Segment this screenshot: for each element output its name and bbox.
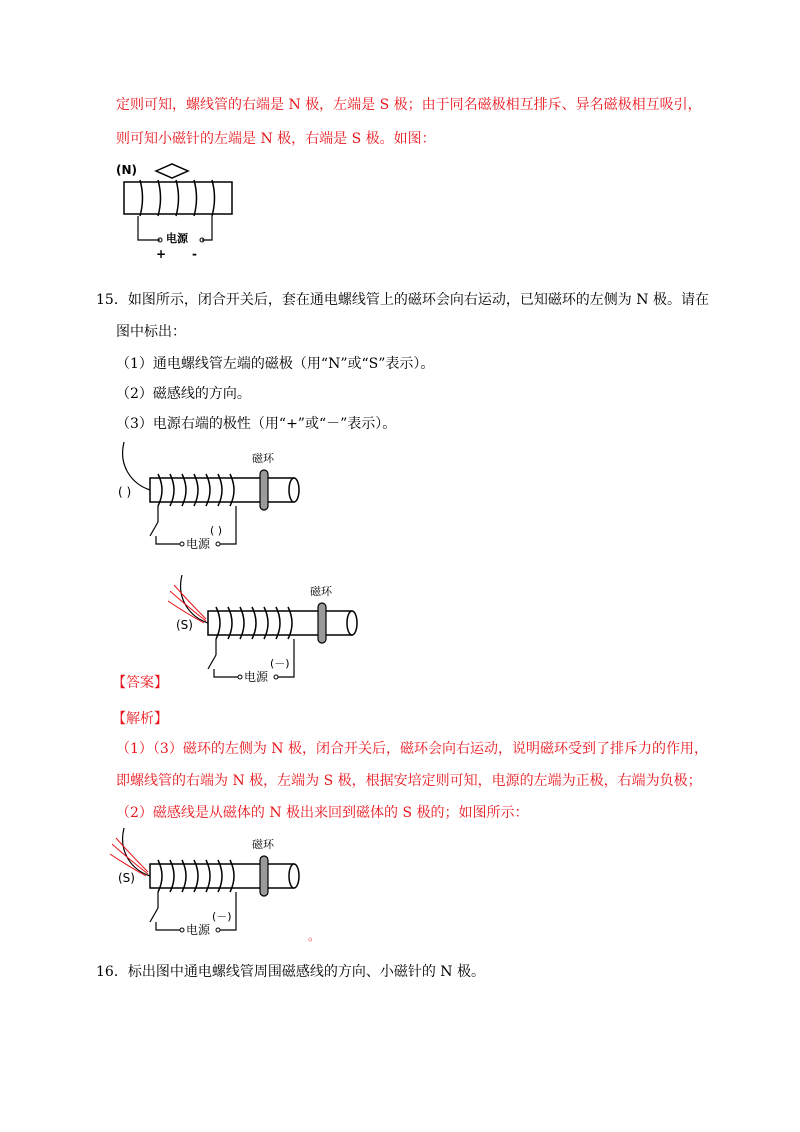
solenoid-coils <box>140 180 215 216</box>
power-source-label: 电源 <box>186 537 211 551</box>
pole-label: (S) <box>176 618 193 632</box>
switch-blade <box>208 655 216 669</box>
question-16-stem: 16．标出图中通电螺线管周围磁感线的方向、小磁针的 N 极。 <box>96 964 485 980</box>
question-15-stem-line-2: 图中标出： <box>116 324 186 340</box>
analysis-label: 【解析】 <box>112 711 168 727</box>
terminal-right <box>216 542 220 546</box>
terminal-left <box>238 675 242 679</box>
power-source-label: 电源 <box>244 670 269 684</box>
needle-n-label: (N) <box>116 163 138 177</box>
question-15-stem-line-1: 15．如图所示，闭合开关后，套在通电螺线管上的磁环会向右运动，已知磁环的左侧为 N 极。请在 <box>96 292 709 308</box>
answer-label: 【答案】 <box>112 675 168 691</box>
power-source-label: 电源 <box>186 923 211 937</box>
analysis-solenoid-figure <box>110 826 310 938</box>
solenoid-compass-figure <box>112 158 242 264</box>
coil-windings <box>158 860 234 892</box>
magnetic-ring <box>318 603 326 643</box>
switch-blade <box>150 908 158 922</box>
terminal-left <box>180 542 184 546</box>
plus-label: + <box>156 247 167 261</box>
coil-windings <box>158 474 234 506</box>
circuit-wire-left <box>214 669 238 677</box>
terminal-right <box>274 675 278 679</box>
question-15-item-3: （3）电源右端的极性（用“+”或“－”表示）。 <box>116 416 397 432</box>
wire-left <box>138 216 160 240</box>
pole-label: (S) <box>118 871 135 885</box>
coil-windings <box>216 607 292 639</box>
analysis-line-3: （2）磁感线是从磁体的 N 极出来回到磁体的 S 极的；如图所示： <box>116 805 529 821</box>
terminal-left <box>180 928 184 932</box>
magnetic-ring-label: 磁环 <box>252 838 274 851</box>
pole-blank: ( ) <box>118 485 132 499</box>
answer-solenoid-figure <box>168 573 368 685</box>
minus-label: - <box>192 247 197 261</box>
source-polarity-blank: ( ) <box>210 524 223 537</box>
tube-end <box>289 864 299 888</box>
power-source-label: 电源 <box>166 232 188 245</box>
source-polarity-label: (－) <box>212 910 232 923</box>
prev-solution-line-2: 则可知小磁针的左端是 N 极，右端是 S 极。如图： <box>116 131 436 147</box>
circuit-wire-left <box>156 536 180 544</box>
source-polarity-label: (－) <box>270 657 290 670</box>
question-solenoid-figure <box>110 440 310 552</box>
tube-end <box>347 611 357 635</box>
terminal-right <box>216 928 220 932</box>
magnetic-ring <box>260 470 268 510</box>
prev-solution-line-1: 定则可知，螺线管的右端是 N 极，左端是 S 极；由于同名磁极相互排斥、异名磁极相互吸引， <box>116 97 702 113</box>
lead-wire <box>123 828 150 876</box>
wire-right <box>202 216 212 240</box>
circuit-wire-right <box>220 506 236 544</box>
analysis-line-1: （1）（3）磁环的左侧为 N 极，闭合开关后，磁环会向右运动，说明磁环受到了排斥力的作用， <box>116 741 708 757</box>
analysis-trailing-mark: 。 <box>308 929 321 943</box>
magnetic-ring-label: 磁环 <box>310 585 332 598</box>
analysis-line-2: 即螺线管的右端为 N 极，左端为 S 极，根据安培定则可知，电源的左端为正极，右端为负极； <box>116 773 702 789</box>
magnetic-ring-label: 磁环 <box>252 452 274 465</box>
magnetic-ring <box>260 856 268 896</box>
tube-end <box>289 478 299 502</box>
lead-wire <box>181 575 208 623</box>
question-15-item-2: （2）磁感线的方向。 <box>116 386 251 402</box>
switch-blade <box>150 522 158 536</box>
compass-needle-icon <box>156 164 188 178</box>
circuit-wire-left <box>156 922 180 930</box>
question-15-item-1: （1）通电螺线管左端的磁极（用“N”或“S”表示）。 <box>116 356 435 372</box>
lead-wire <box>123 442 150 490</box>
